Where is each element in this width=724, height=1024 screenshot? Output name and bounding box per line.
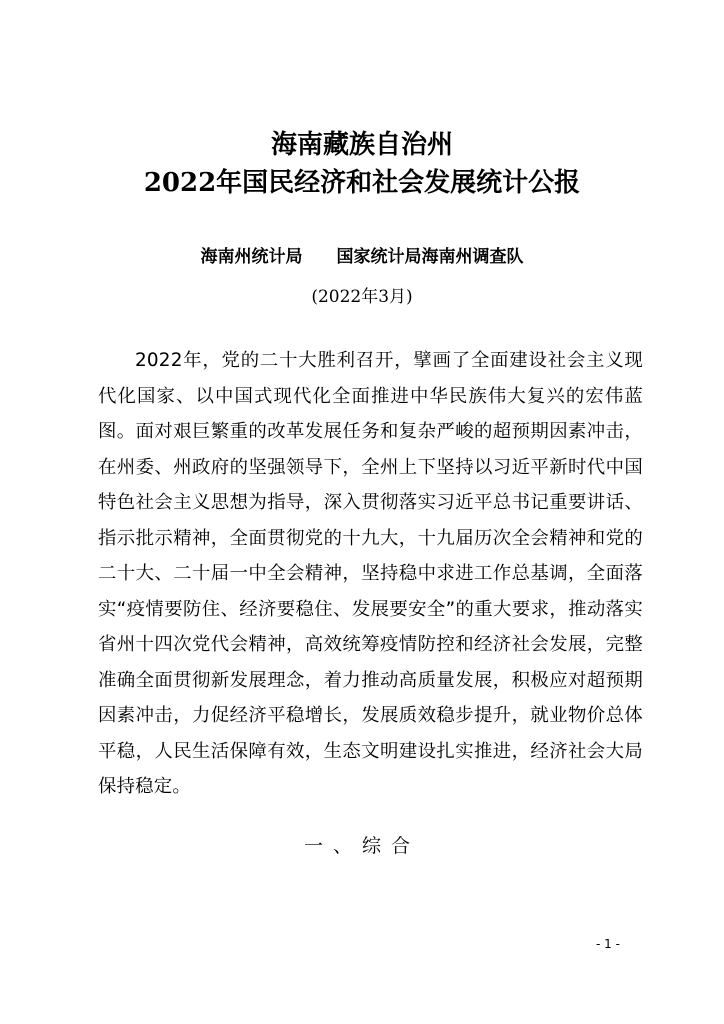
title-line-2: 2022年国民经济和社会发展统计公报 [143,168,581,198]
title-line-1: 海南藏族自治州 [270,130,453,160]
body-paragraph: 2022年，党的二十大胜利召开，擘画了全面建设社会主义现代化国家、以中国式现代化全面推进中华民族伟大复兴的宏伟蓝图。面对艰巨繁重的改革发展任务和复杂严峻的超预期因素冲击，在州委、州政府的坚强领导下，全州上下坚持以习近平新时代中国特色社会主义思想为指导，深入贯彻落实习近平总书记重要讲话、指示批示精神，全面贯彻党的十九大，十九届历次全会精神和党的二十大、二十届一中全会精神，坚持稳中求进工作总基调，全面落实“疫情要防住、经济要稳住、发展要安全”的重大要求，推动落实省州十四次党代会精神，高效统筹疫情防控和经济社会发展，完整准确全面贯彻新发展理念，着力推动高质量发展，积极应对超预期因素冲击，力促经济平稳增长，发展质效稳步提升，就业物价总体平稳，人民生活保障有效，生态文明建设扎实推进，经济社会大局保持稳定。 [98,350,643,797]
page-number: - 1 - [596,937,620,951]
author-statistics-bureau: 海南州统计局 [200,247,303,267]
author-survey-team: 国家统计局海南州调查队 [336,247,524,267]
publication-date: (2022年3月) [311,287,413,307]
section-heading: 一、综合 [303,835,420,857]
authors-line [0,245,724,269]
